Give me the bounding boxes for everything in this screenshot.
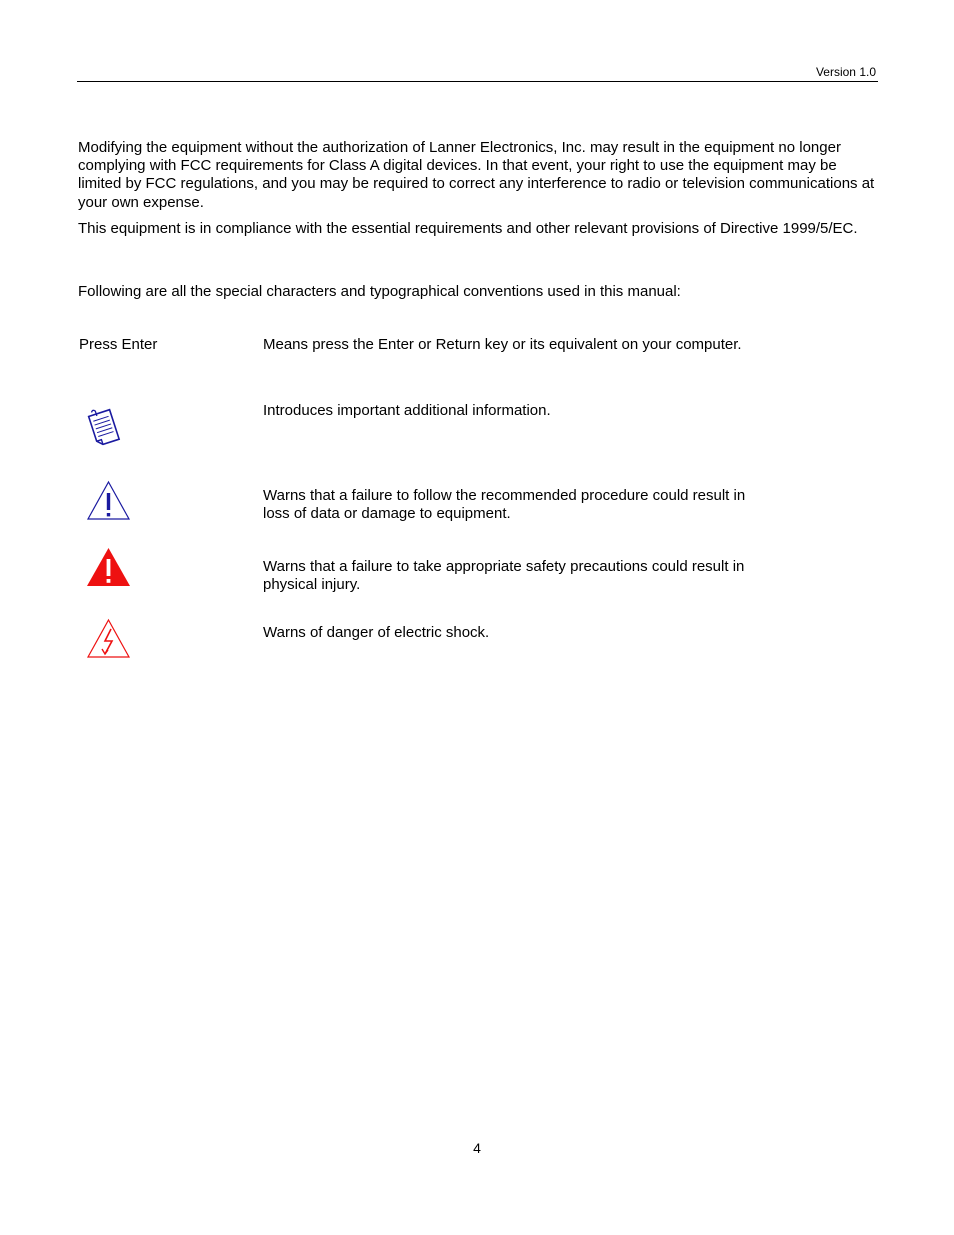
note-icon (84, 405, 126, 451)
conventions-intro-paragraph: Following are all the special characters and typographical conventions used in this manual: (78, 283, 681, 300)
electric-shock-description: Warns of danger of electric shock. (263, 624, 490, 641)
warning-icon (86, 547, 131, 587)
electric-shock-icon (86, 618, 131, 659)
press-enter-term: Press Enter (79, 336, 158, 353)
caution-description: Warns that a failure to follow the recommended procedure could result in loss of data or damage to equipment. (263, 487, 746, 523)
header-divider (77, 81, 878, 82)
fcc-modification-paragraph: Modifying the equipment without the authorization of Lanner Electronics, Inc. may result in the equipment no longer complying with FCC requirements for Class A digital devices. In that event, your right to use the equipment may be limited by FCC regulations, and you may be required to correct any interference to radio or television communications at your own expense. (78, 139, 875, 211)
page-number: 4 (473, 1140, 481, 1156)
version-label: Version 1.0 (815, 65, 876, 79)
directive-compliance-paragraph: This equipment is in compliance with the essential requirements and other relevant provisions of Directive 1999/5/EC. (78, 220, 858, 237)
press-enter-description: Means press the Enter or Return key or its equivalent on your computer. (263, 336, 742, 353)
warning-description: Warns that a failure to take appropriate safety precautions could result in physical injury. (263, 558, 745, 594)
note-description: Introduces important additional information. (263, 402, 551, 419)
caution-icon (86, 480, 131, 521)
